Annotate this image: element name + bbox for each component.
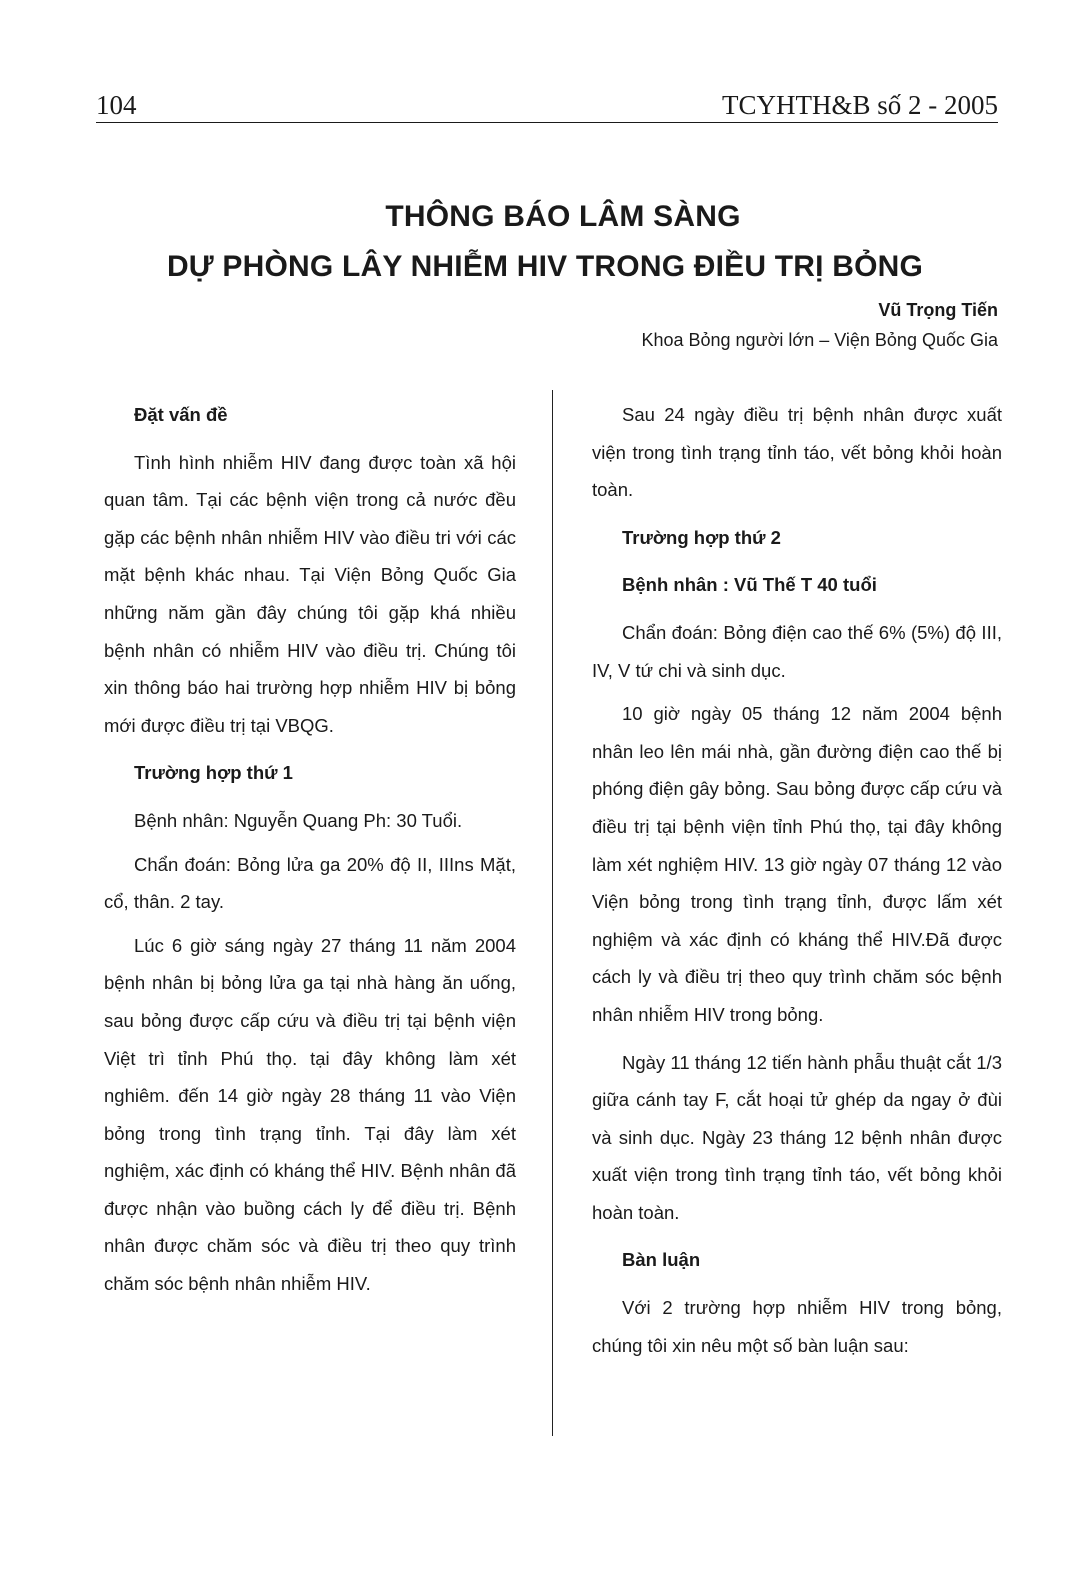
case2-diagnosis: Chẩn đoán: Bỏng điện cao thế 6% (5%) độ III, IV, V tứ chi và sinh dục.	[592, 621, 1002, 681]
section-heading-case1: Trường hợp thứ 1	[134, 762, 293, 784]
section-heading-intro: Đặt vấn đề	[134, 404, 228, 425]
discussion-paragraph: Với 2 trường hợp nhiễm HIV trong bỏng, chúng tôi xin nêu một số bàn luận sau:	[592, 1297, 1002, 1356]
case1-patient: Bệnh nhân: Nguyễn Quang Ph: 30 Tuổi.	[134, 809, 463, 831]
left-column	[104, 396, 516, 1313]
case1-diagnosis: Chẩn đoán: Bỏng lửa ga 20% độ II, IIIns Mặt, cổ, thân. 2 tay.	[104, 853, 516, 913]
case2-history: 10 giờ ngày 05 tháng 12 năm 2004 bệnh nhân leo lên mái nhà, gần đường điện cao thế bị phóng điện gây bỏng. Sau bỏng được cấp cứu và điều trị tại bệnh viện tỉnh Phú thọ, tại đây không làm xét nghiệm HIV. 13 giờ ngày 07 tháng 12 vào Viện bỏng trong tình trạng tỉnh, được lấm xét nghiệm và xác định có kháng thể HIV.Đã được cách ly và điều trị theo quy trình chăm sóc bệnh nhân nhiễm HIV trong bỏng.	[592, 703, 1002, 1025]
case2-surgery: Ngày 11 tháng 12 tiến hành phẫu thuật cắt 1/3 giữa cánh tay F, cắt hoại tử ghép da ngay ở đùi và sinh dục. Ngày 23 tháng 12 bệnh nhân được xuất viện trong tình trạng tỉnh táo, vết bỏng khỏi hoàn toàn.	[592, 1051, 1002, 1223]
case1-history: Lúc 6 giờ sáng ngày 27 tháng 11 năm 2004 bệnh nhân bị bỏng lửa ga tại nhà hàng ăn uống, sau bỏng được cấp cứu và điều trị tại bệnh viện Việt trì tỉnh Phú thọ. tại đây không làm xét nghiêm. đến 14 giờ ngày 28 tháng 11 vào Viện bỏng trong tình trạng tỉnh. Tại đây làm xét nghiệm, xác định có kháng thể HIV. Bệnh nhân đã được nhận vào buồng cách ly để điều trị. Bệnh nhân được chăm sóc và điều trị theo quy trình chăm sóc bệnh nhân nhiễm HIV.	[104, 934, 516, 1295]
article-title-line-1: THÔNG BÁO LÂM SÀNG	[385, 200, 741, 233]
case2-patient: Bệnh nhân : Vũ Thế T 40 tuổi	[622, 574, 877, 596]
section-heading-case2: Trường hợp thứ 2	[622, 526, 781, 548]
right-column	[592, 396, 1002, 1374]
page-number: 104	[96, 90, 137, 120]
column-divider	[552, 390, 553, 1436]
section-heading-discussion: Bàn luận	[622, 1249, 701, 1271]
article-title-line-2: DỰ PHÒNG LÂY NHIỄM HIV TRONG ĐIỀU TRỊ BỎNG	[166, 250, 924, 283]
running-header	[96, 88, 998, 123]
author-affiliation: Khoa Bỏng người lớn – Viện Bỏng Quốc Gia	[641, 330, 998, 350]
intro-paragraph: Tình hình nhiễm HIV đang được toàn xã hội quan tâm. Tại các bệnh viện trong cả nước đều gặp các bệnh nhân nhiễm HIV vào điều tri với các mặt bệnh khác nhau. Tại Viện Bỏng Quốc Gia những năm gần đây chúng tôi gặp khá nhiều bệnh nhân có nhiễm HIV vào điều trị. Chúng tôi xin thông báo hai trường hợp nhiễm HIV bị bỏng mới được điều trị tại VBQG.	[104, 451, 516, 736]
case1-outcome: Sau 24 ngày điều trị bệnh nhân được xuất viện trong tình trạng tỉnh táo, vết bỏng khỏi hoàn toàn.	[592, 404, 1002, 501]
journal-reference: TCYHTH&B số 2 - 2005	[722, 90, 998, 120]
author-name: Vũ Trọng Tiến	[878, 300, 998, 320]
